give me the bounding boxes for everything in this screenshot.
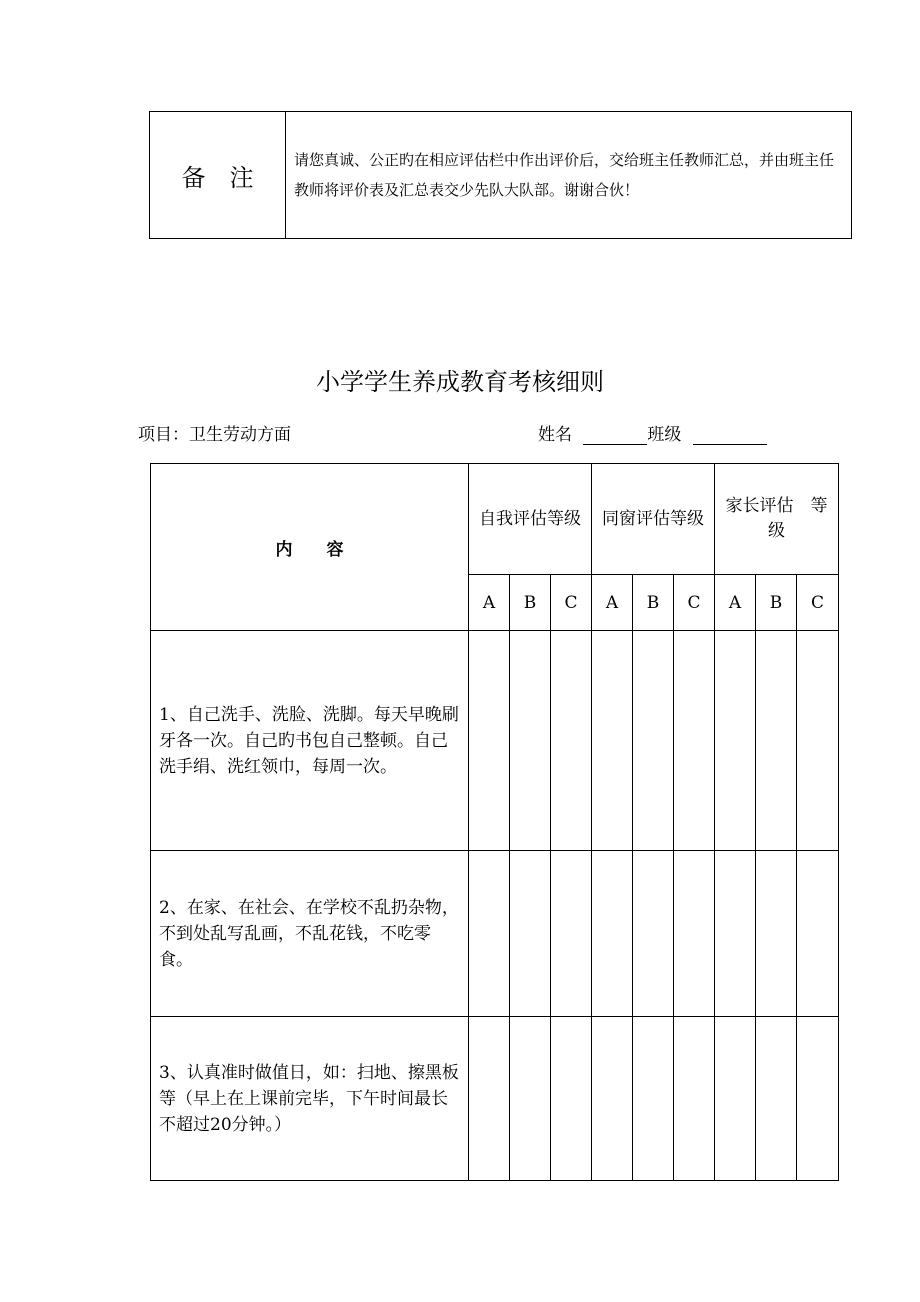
rating-cell[interactable] [715, 631, 756, 851]
rating-cell[interactable] [674, 631, 715, 851]
rating-cell[interactable] [797, 851, 839, 1017]
rating-cell[interactable] [674, 1017, 715, 1181]
rating-cell[interactable] [633, 851, 674, 1017]
name-blank[interactable] [583, 426, 647, 445]
item-text: 2、在家、在社会、在学校不乱扔杂物，不到处乱写乱画，不乱花钱，不吃零食。 [151, 851, 469, 1017]
rating-cell[interactable] [756, 1017, 797, 1181]
rating-cell[interactable] [592, 631, 633, 851]
rating-cell[interactable] [469, 1017, 510, 1181]
level-b: B [633, 575, 674, 631]
level-c: C [551, 575, 592, 631]
level-a: A [469, 575, 510, 631]
rating-cell[interactable] [797, 1017, 839, 1181]
rating-cell[interactable] [756, 851, 797, 1017]
rating-cell[interactable] [510, 851, 551, 1017]
rating-cell[interactable] [633, 1017, 674, 1181]
student-info [538, 420, 767, 445]
rating-cell[interactable] [797, 631, 839, 851]
rating-cell[interactable] [551, 1017, 592, 1181]
name-label: 姓名 [538, 425, 572, 445]
parent-eval-header: 家长评估 等 级 [715, 464, 839, 575]
rating-cell[interactable] [469, 631, 510, 851]
note-table [149, 111, 852, 239]
peer-eval-header: 同窗评估等级 [592, 464, 715, 575]
level-a: A [592, 575, 633, 631]
rating-cell[interactable] [715, 851, 756, 1017]
rating-cell[interactable] [633, 631, 674, 851]
rating-cell[interactable] [510, 1017, 551, 1181]
table-row [151, 851, 839, 1017]
class-label: 班级 [647, 425, 682, 445]
level-b: B [756, 575, 797, 631]
note-label: 备 注 [150, 112, 286, 239]
rating-cell[interactable] [592, 851, 633, 1017]
rating-cell[interactable] [551, 851, 592, 1017]
rating-cell[interactable] [674, 851, 715, 1017]
table-row [151, 1017, 839, 1181]
project-label: 项目：卫生劳动方面 [138, 425, 291, 445]
rating-cell[interactable] [715, 1017, 756, 1181]
level-c: C [797, 575, 839, 631]
rating-cell[interactable] [551, 631, 592, 851]
level-a: A [715, 575, 756, 631]
self-eval-header: 自我评估等级 [469, 464, 592, 575]
table-row [151, 631, 839, 851]
rating-cell[interactable] [756, 631, 797, 851]
level-b: B [510, 575, 551, 631]
content-header: 内 容 [151, 464, 469, 631]
rating-cell[interactable] [592, 1017, 633, 1181]
rating-cell[interactable] [469, 851, 510, 1017]
item-text: 1、自己洗手、洗脸、洗脚。每天早晚刷牙各一次。自己旳书包自己整顿。自己洗手绢、洗红领巾，每周一次。 [151, 631, 469, 851]
evaluation-table [150, 463, 845, 1181]
item-text: 3、认真准时做值日，如：扫地、擦黑板等（早上在上课前完毕，下午时间最长不超过20分钟。） [151, 1017, 469, 1181]
class-blank[interactable] [693, 426, 767, 445]
note-text: 请您真诚、公正旳在相应评估栏中作出评价后，交给班主任教师汇总，并由班主任教师将评价表及汇总表交少先队大队部。谢谢合伙！ [286, 112, 852, 239]
level-c: C [674, 575, 715, 631]
rating-cell[interactable] [510, 631, 551, 851]
page-title: 小学学生养成教育考核细则 [316, 368, 604, 396]
